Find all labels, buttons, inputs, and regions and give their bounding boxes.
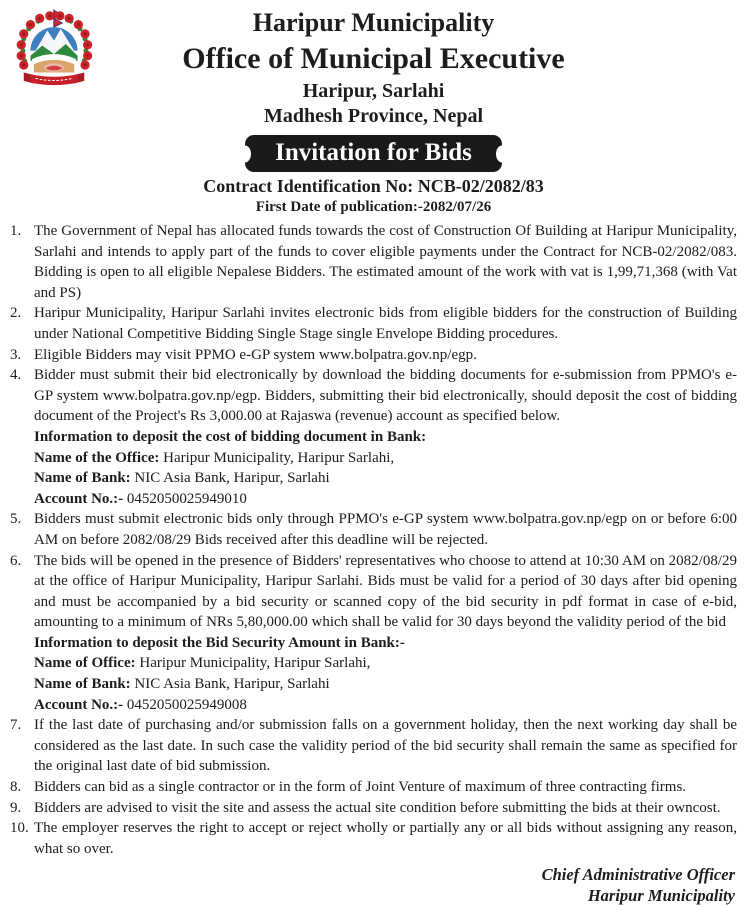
bank-info-heading: Information to deposit the cost of bidding document in Bank: xyxy=(34,428,427,445)
banner-row xyxy=(10,135,737,172)
bank-info-bank: Name of Bank: NIC Asia Bank, Haripur, Sarlahi xyxy=(34,470,330,487)
bank-info-bank: Name of Bank: NIC Asia Bank, Haripur, Sarlahi xyxy=(34,676,330,693)
first-publication-date: First Date of publication:-2082/07/26 xyxy=(255,199,492,215)
letterhead xyxy=(10,6,737,217)
list-item-4 xyxy=(10,365,737,509)
bank-info-block xyxy=(34,427,737,509)
motto-ribbon xyxy=(24,73,84,86)
item-text xyxy=(34,365,737,509)
list-item-8 xyxy=(10,777,737,798)
item-text: Bidders must submit electronic bids only through PPMO's e-GP system www.bolpatra.gov.np/egp on or before 6:00 AM on before 2082/08/29 Bids received after this deadline will be rejected. xyxy=(34,511,737,548)
location-line: Haripur, Sarlahi xyxy=(302,80,445,102)
item-text xyxy=(34,551,737,716)
item-number: 5. xyxy=(10,511,22,528)
bank-info-block xyxy=(34,633,737,715)
item-number: 8. xyxy=(10,779,22,796)
item-text: Haripur Municipality, Haripur Sarlahi invites electronic bids from eligible bidders for the construction of Building under National Competitive Bidding Single Stage single Envelope Bidding procedures. xyxy=(34,305,737,342)
office-name: Office of Municipal Executive xyxy=(182,42,565,75)
bank-info-account: Account No.:- 0452050025949010 xyxy=(34,490,247,507)
bank-info-account: Account No.:- 0452050025949008 xyxy=(34,696,247,713)
bid-clauses-list xyxy=(10,221,737,859)
nepal-coat-of-arms-logo xyxy=(12,7,96,91)
item-text: If the last date of purchasing and/or submission falls on a government holiday, then the next working day shall be considered as the last date. In such case the validity period of the bid security shall remain the same as specified for the original last date of bid submission. xyxy=(34,717,737,775)
item-number: 3. xyxy=(10,346,22,363)
emblem-scene xyxy=(30,27,77,74)
municipality-name: Haripur Municipality xyxy=(252,8,495,37)
list-item-3 xyxy=(10,345,737,366)
item-text: Bidders are advised to visit the site and assess the actual site condition before submitting the bids at their owncost. xyxy=(34,799,721,816)
list-item-9 xyxy=(10,798,737,819)
item-number: 1. xyxy=(10,223,22,239)
bank-info-office: Name of the Office: Haripur Municipality, Haripur Sarlahi, xyxy=(34,449,395,466)
invitation-for-bids-banner: Invitation for Bids xyxy=(245,135,502,172)
bank-info-office: Name of Office: Haripur Municipality, Haripur Sarlahi, xyxy=(34,655,371,672)
list-item-7 xyxy=(10,715,737,777)
item-number: 6. xyxy=(10,552,22,569)
item-number: 10. xyxy=(10,820,29,837)
contract-identification-no: Contract Identification No: NCB-02/2082/83 xyxy=(203,176,544,196)
item-text: Bidders can bid as a single contractor or in the form of Joint Venture of maximum of three contracting firms. xyxy=(34,779,687,796)
item-number: 4. xyxy=(10,367,22,384)
signatory-title: Chief Administrative Officer xyxy=(541,865,735,885)
item-number: 7. xyxy=(10,717,22,734)
signature-block xyxy=(10,864,737,906)
province-line: Madhesh Province, Nepal xyxy=(263,105,484,127)
item-paragraph: Bidder must submit their bid electronically by download the bidding documents for e-submission from PPMO's e-GP system www.bolpatra.gov.np/egp. Bidders, submitting their bid electronically, should deposit the cost of bidding document of the Project's Rs 3,000.00 at Rajaswa (revenue) account as specified below. xyxy=(34,367,737,425)
item-number: 9. xyxy=(10,799,22,816)
item-paragraph: The bids will be opened in the presence of Bidders' representatives who choose to attend at 10:30 AM on 2082/08/29 at the office of Haripur Municipality, Haripur Sarlahi. Bids must be valid for a period of 30 days after bid opening and must be accompanied by a bid security or scanned copy of the bid security in pdf format in case of e-bid, amounting to a minimum of NRs 5,80,000.00 which shall be valid for 30 days beyond the validity period of the bid xyxy=(34,552,737,631)
item-text: Eligible Bidders may visit PPMO e-GP system www.bolpatra.gov.np/egp. xyxy=(34,346,477,363)
item-text: The Government of Nepal has allocated funds towards the cost of Construction Of Building at Haripur Municipality, Sarlahi and intends to apply part of the funds to cover eligible payments under the Contract for NCB-02/2082/083. Bidding is open to all eligible Nepalese Bidders. The estimated amount of the work with vat is 1,99,71,368 (with Vat and PS) xyxy=(34,223,737,301)
list-item-5 xyxy=(10,509,737,550)
signatory-org: Haripur Municipality xyxy=(587,886,735,906)
list-item-1 xyxy=(10,221,737,303)
list-item-6 xyxy=(10,551,737,716)
list-item-2 xyxy=(10,303,737,344)
list-item-10 xyxy=(10,818,737,859)
item-number: 2. xyxy=(10,305,22,322)
bank-info-heading: Information to deposit the Bid Security Amount in Bank:- xyxy=(34,634,405,651)
item-text: The employer reserves the right to accept or reject wholly or partially any or all bids without assigning any reason, what so over. xyxy=(34,820,737,857)
